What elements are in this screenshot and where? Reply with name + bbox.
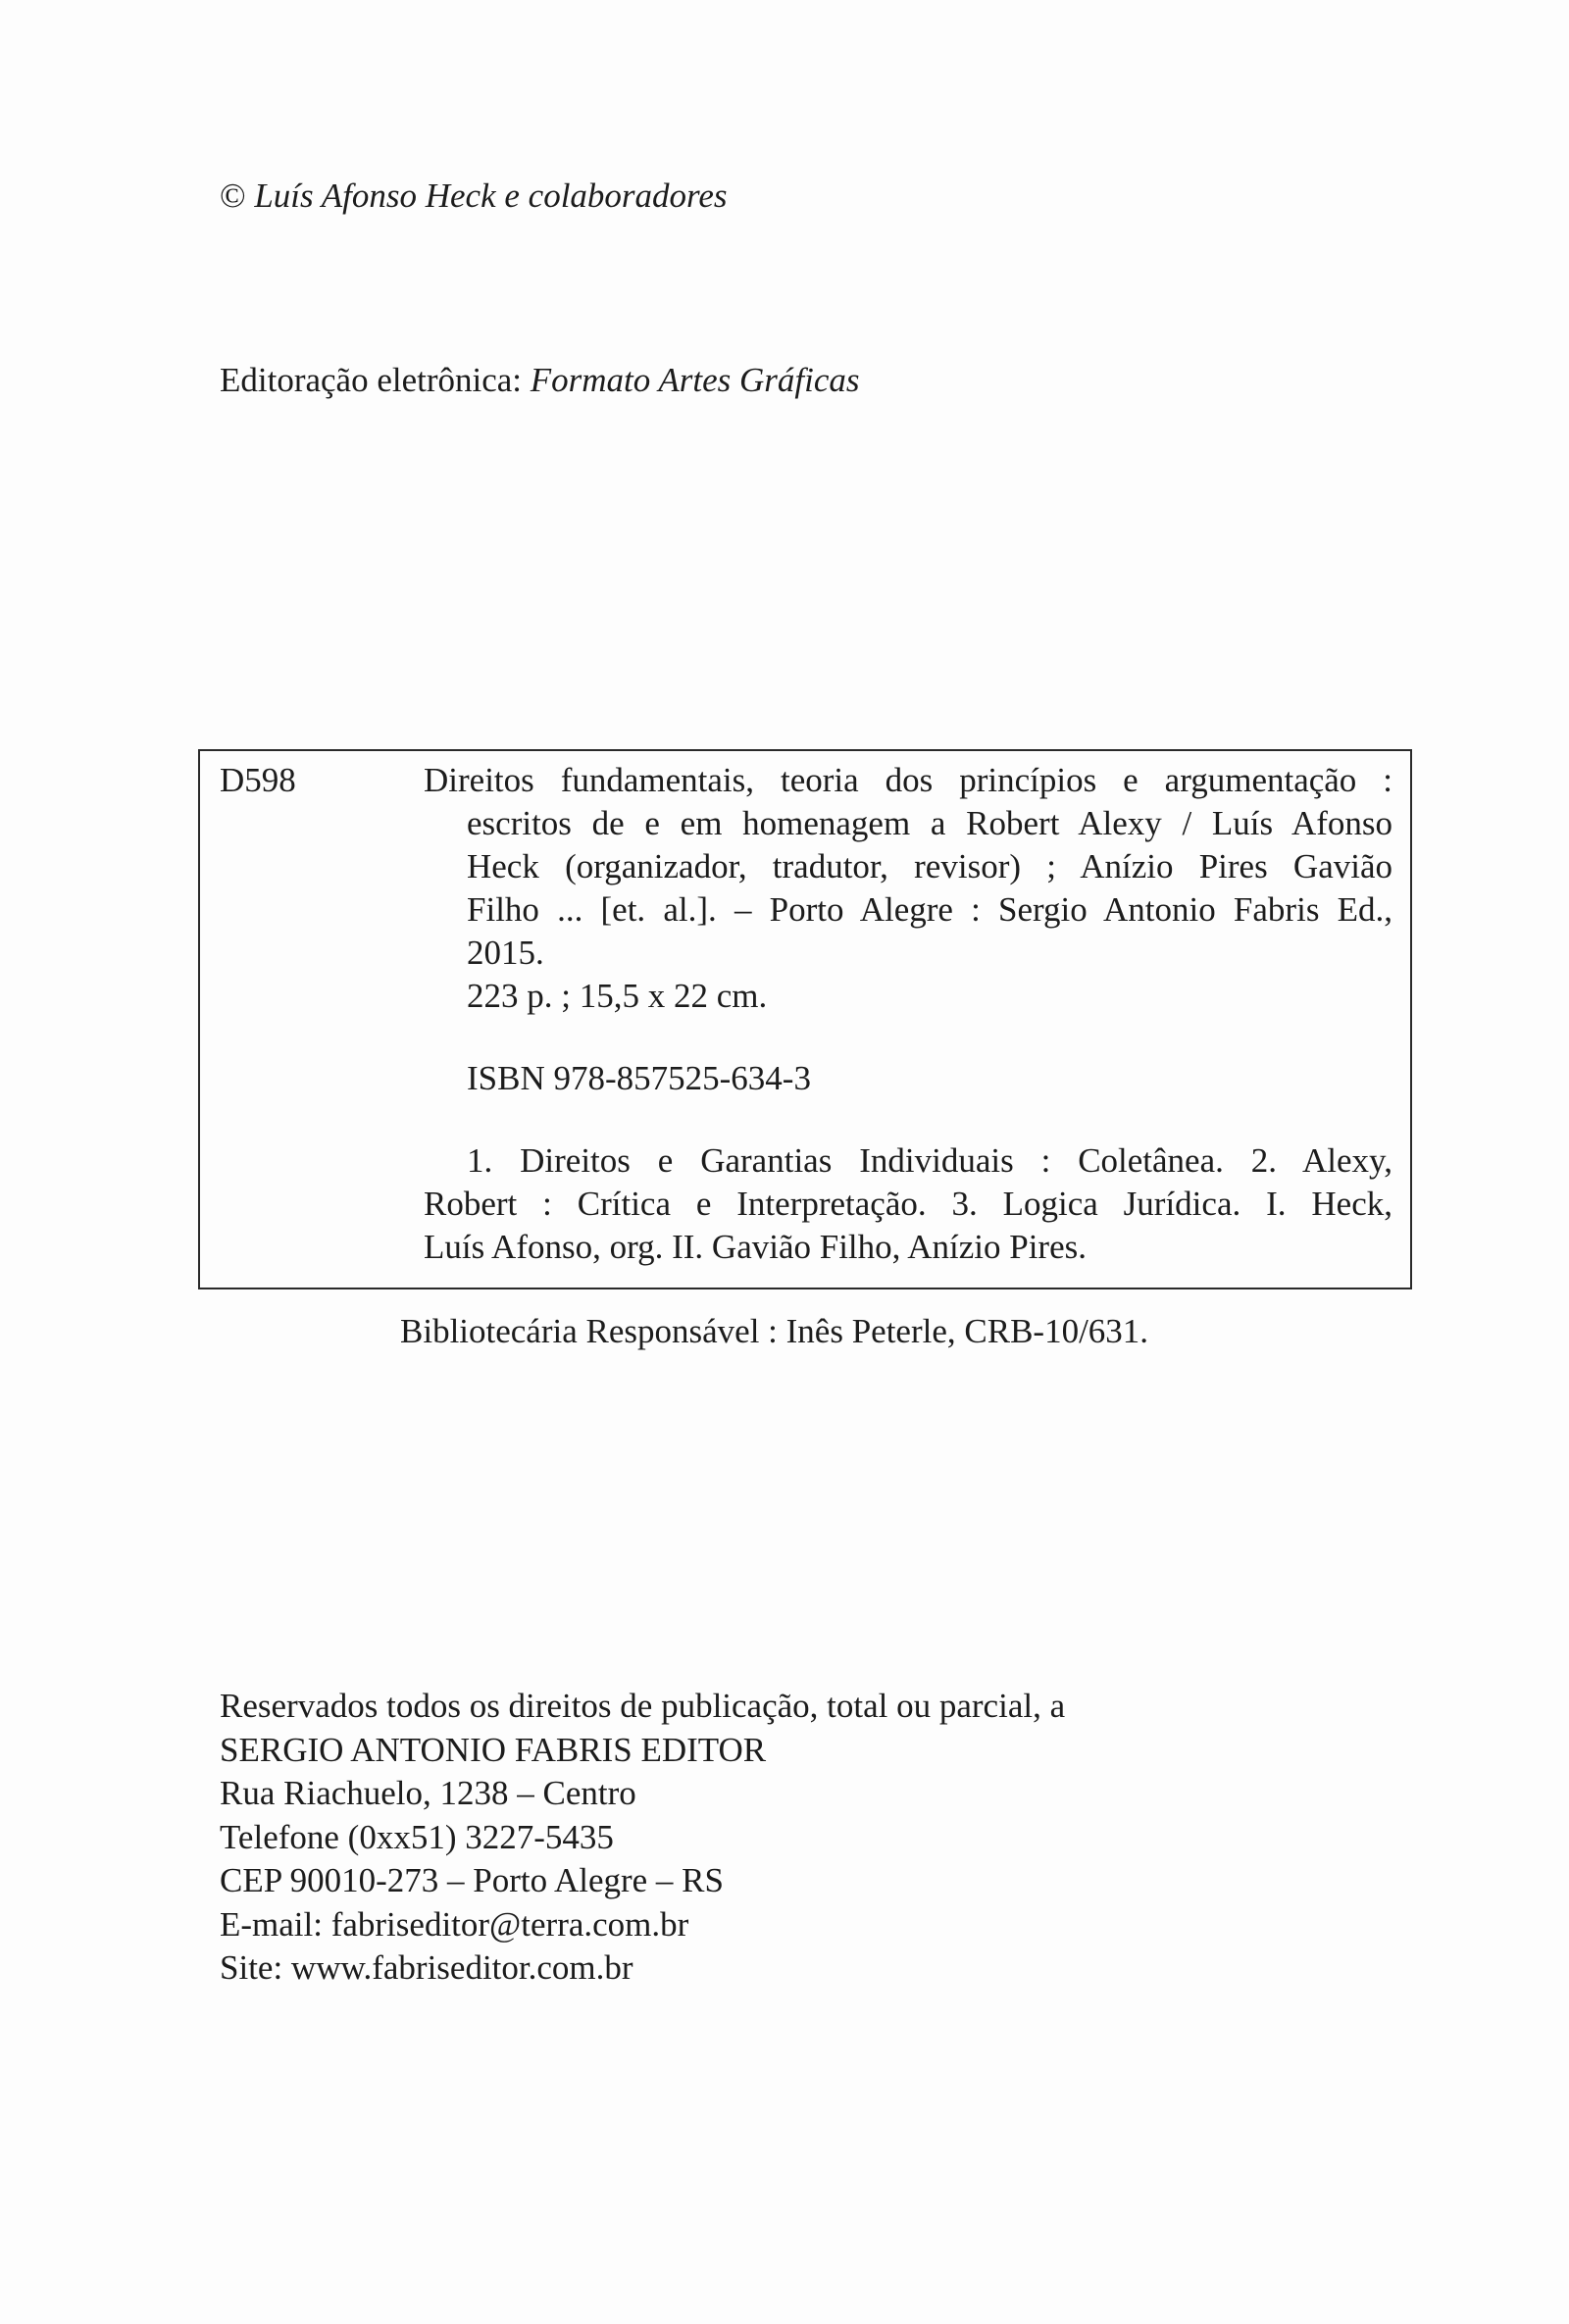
catalog-entry xyxy=(424,759,1392,1269)
subject-line: 1. Direitos e Garantias Individuais : Coletânea. 2. Alexy, xyxy=(467,1141,1392,1180)
librarian-credit: Bibliotecária Responsável : Inês Peterle, CRB-10/631. xyxy=(400,1312,1149,1350)
call-number: D598 xyxy=(220,761,296,799)
copyright-notice xyxy=(220,175,728,218)
rights-and-contact xyxy=(220,1685,1065,1991)
subject-line: Robert : Crítica e Interpretação. 3. Logica Jurídica. I. Heck, xyxy=(424,1185,1392,1223)
editing-label: Editoração eletrônica: xyxy=(220,361,523,399)
rights-line: Reservados todos os direitos de publicação, total ou parcial, a xyxy=(220,1687,1066,1725)
title-line: Direitos fundamentais, teoria dos princípios e argumentação : xyxy=(424,761,1392,799)
physical-description: 223 p. ; 15,5 x 22 cm. xyxy=(467,977,768,1015)
publisher-postal: CEP 90010-273 – Porto Alegre – RS xyxy=(220,1861,724,1899)
publisher-phone: Telefone (0xx51) 3227-5435 xyxy=(220,1817,614,1856)
copyright-symbol: © xyxy=(220,177,246,215)
subject-line: Luís Afonso, org. II. Gavião Filho, Anízio Pires. xyxy=(424,1228,1087,1266)
isbn: ISBN 978-857525-634-3 xyxy=(467,1059,811,1097)
title-line: Filho ... [et. al.]. – Porto Alegre : Sergio Antonio Fabris Ed., xyxy=(467,890,1392,929)
title-line: Heck (organizador, tradutor, revisor) ; Anízio Pires Gavião xyxy=(467,847,1392,885)
publisher-name: SERGIO ANTONIO FABRIS EDITOR xyxy=(220,1730,767,1769)
electronic-editing-credit xyxy=(220,359,860,402)
editing-studio: Formato Artes Gráficas xyxy=(530,361,860,399)
copyright-holder: Luís Afonso Heck e colaboradores xyxy=(254,177,728,215)
title-line: escritos de e em homenagem a Robert Alexy / Luís Afonso xyxy=(467,804,1392,842)
publisher-address: Rua Riachuelo, 1238 – Centro xyxy=(220,1774,636,1812)
publisher-email: E-mail: fabriseditor@terra.com.br xyxy=(220,1904,689,1944)
cataloging-record-box xyxy=(198,749,1412,1289)
publisher-website: Site: www.fabriseditor.com.br xyxy=(220,1948,633,1987)
title-line: 2015. xyxy=(467,934,544,972)
